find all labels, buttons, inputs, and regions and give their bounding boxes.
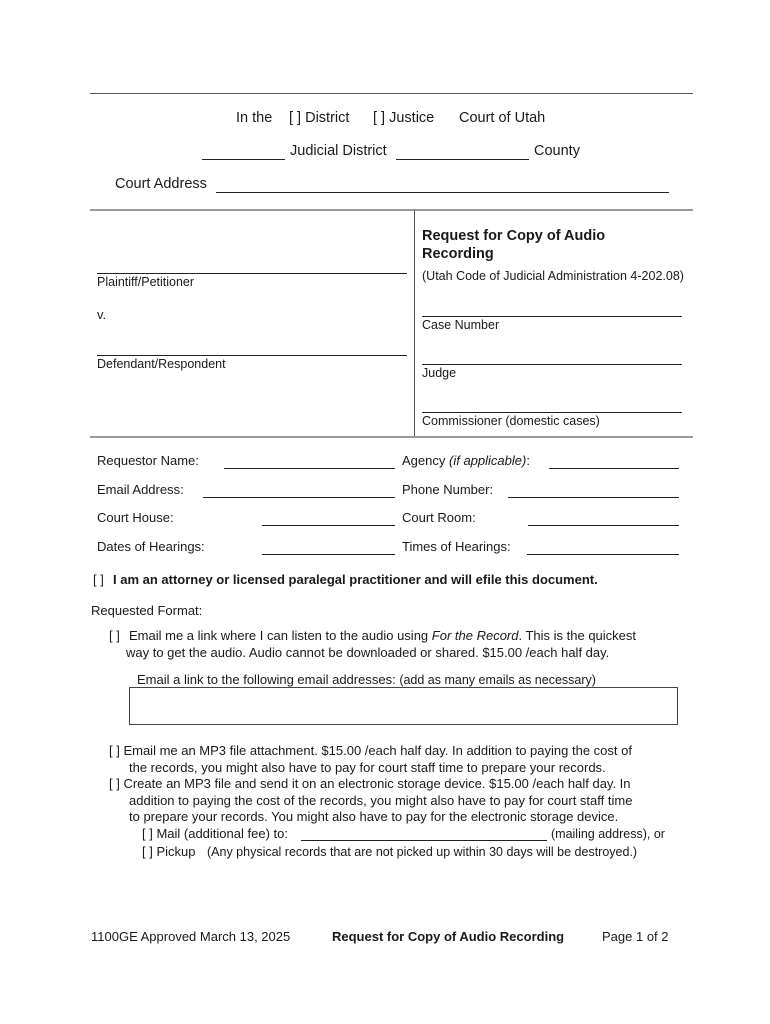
- agency-label: [402, 453, 530, 468]
- justice-checkbox[interactable]: [ ] Justice: [373, 110, 435, 126]
- case-number-field[interactable]: [422, 316, 682, 317]
- top-rule: [90, 93, 693, 94]
- dates-of-hearings-label: Dates of Hearings:: [97, 539, 205, 554]
- defendant-field[interactable]: [97, 355, 407, 356]
- email-link-label-text: Email a link to the following email addresses:: [137, 672, 396, 687]
- court-room-field[interactable]: [528, 525, 679, 526]
- option-mp3-email-line2: the records, you might also have to pay for court staff time to prepare your records.: [129, 760, 606, 775]
- times-of-hearings-field[interactable]: [527, 554, 679, 555]
- plaintiff-field[interactable]: [97, 273, 407, 274]
- judicial-district-label: Judicial District: [290, 143, 387, 159]
- caption-top-rule: [90, 209, 693, 211]
- court-of-utah-label: Court of Utah: [459, 110, 546, 126]
- county-field[interactable]: [396, 159, 529, 160]
- commissioner-field[interactable]: [422, 412, 682, 413]
- option-storage-device-line3: to prepare your records. You might also have to pay for the electronic storage device.: [129, 809, 619, 824]
- court-room-label: Court Room:: [402, 510, 476, 525]
- option-email-link-line2: way to get the audio. Audio cannot be downloaded or shared. $15.00 /each half day.: [126, 645, 610, 660]
- email-addresses-input[interactable]: [129, 687, 678, 725]
- court-address-label: Court Address: [115, 176, 207, 192]
- case-number-label: Case Number: [422, 318, 500, 332]
- dates-of-hearings-field[interactable]: [262, 554, 395, 555]
- mail-note: (mailing address), or: [551, 827, 665, 841]
- email-address-field[interactable]: [203, 497, 395, 498]
- court-house-label: Court House:: [97, 510, 174, 525]
- agency-field[interactable]: [549, 468, 679, 469]
- requestor-name-field[interactable]: [224, 468, 395, 469]
- agency-text: Agency: [402, 453, 446, 468]
- judicial-district-field[interactable]: [202, 159, 285, 160]
- requested-format-label: Requested Format:: [91, 603, 203, 618]
- judge-field[interactable]: [422, 364, 682, 365]
- option-email-link-text-a: Email me a link where I can listen to the audio using: [129, 628, 432, 643]
- option-storage-device-line2: addition to paying the cost of the records, you might also have to pay for court staff time: [129, 793, 633, 808]
- agency-colon: :: [526, 453, 530, 468]
- attorney-statement: I am an attorney or licensed paralegal practitioner and will efile this document.: [113, 572, 598, 587]
- court-address-field[interactable]: [216, 192, 669, 193]
- district-checkbox[interactable]: [ ] District: [289, 110, 350, 126]
- county-label: County: [534, 143, 580, 159]
- email-address-label: Email Address:: [97, 482, 184, 497]
- option-email-link-checkbox[interactable]: [ ]: [109, 628, 120, 643]
- commissioner-label: Commissioner (domestic cases): [422, 414, 600, 428]
- defendant-label: Defendant/Respondent: [97, 357, 226, 371]
- judge-label: Judge: [422, 366, 457, 380]
- email-link-label: [137, 672, 596, 687]
- times-of-hearings-label: Times of Hearings:: [402, 539, 511, 554]
- court-house-field[interactable]: [262, 525, 395, 526]
- email-link-note: (add as many emails as necessary): [399, 673, 596, 687]
- mailing-address-field[interactable]: [301, 840, 547, 841]
- plaintiff-label: Plaintiff/Petitioner: [97, 275, 195, 289]
- for-the-record-name: For the Record: [431, 628, 519, 643]
- code-reference: (Utah Code of Judicial Administration 4-202.08): [422, 269, 684, 283]
- footer-form-id: 1100GE Approved March 13, 2025: [91, 929, 291, 944]
- phone-number-field[interactable]: [508, 497, 679, 498]
- attorney-checkbox[interactable]: [ ]: [93, 572, 104, 587]
- footer-title: Request for Copy of Audio Recording: [332, 929, 565, 944]
- footer-page-number: Page 1 of 2: [602, 929, 669, 944]
- requestor-name-label: Requestor Name:: [97, 453, 199, 468]
- pickup-note: (Any physical records that are not picked up within 30 days will be destroyed.): [207, 845, 638, 859]
- phone-number-label: Phone Number:: [402, 482, 494, 497]
- option-storage-device-line1[interactable]: [ ] Create an MP3 file and send it on an electronic storage device. $15.00 /each half day. In: [109, 776, 631, 791]
- agency-note: (if applicable): [449, 453, 527, 468]
- option-mp3-email-line1[interactable]: [ ] Email me an MP3 file attachment. $15.00 /each half day. In addition to paying the cost of: [109, 743, 632, 758]
- caption-divider: [414, 210, 415, 436]
- pickup-checkbox[interactable]: [ ] Pickup: [142, 844, 196, 859]
- option-email-link-text: [129, 628, 636, 643]
- option-email-link-text-b: . This is the quickest: [518, 628, 637, 643]
- in-the-label: In the: [236, 110, 273, 126]
- mail-checkbox[interactable]: [ ] Mail (additional fee) to:: [142, 826, 288, 841]
- document-title: Request for Copy of Audio Recording: [422, 228, 606, 262]
- versus-label: v.: [97, 307, 107, 322]
- caption-bottom-rule: [90, 436, 693, 438]
